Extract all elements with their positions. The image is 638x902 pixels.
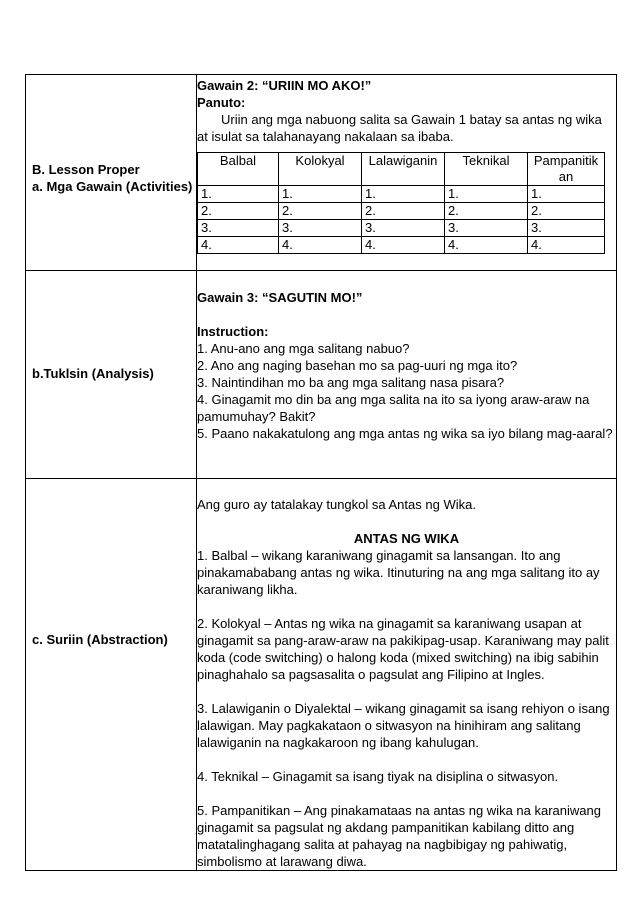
column-header: Pampanitikan [528,153,605,186]
table-cell: 2. [445,203,528,220]
table-cell: 1. [362,186,445,203]
question-item: 2. Ano ang naging basehan mo sa pag-uuri ng mga ito? [197,358,518,373]
row-label-cell [26,479,197,871]
table-cell: 4. [528,237,605,254]
table-cell: 4. [279,237,362,254]
table-cell: 3. [198,220,279,237]
antas-item: 4. Teknikal – Ginagamit sa isang tiyak na disiplina o sitwasyon. [197,769,559,784]
table-cell: 3. [279,220,362,237]
row-abstraction [26,479,617,871]
section-heading: ANTAS NG WIKA [353,531,460,546]
table-cell: 1. [528,186,605,203]
row-analysis [26,271,617,479]
lesson-plan-page [25,74,617,871]
table-cell: 3. [445,220,528,237]
table-cell: 2. [362,203,445,220]
table-cell: 1. [445,186,528,203]
table-cell: 4. [362,237,445,254]
question-item: 4. Ginagamit mo din ba ang mga salita na ito sa iyong araw-araw na pamumuhay? Bakit? [197,392,590,424]
row-content-cell [197,479,617,871]
antas-item: 2. Kolokyal – Antas ng wika na ginagamit sa karaniwang usapan at ginagamit sa pang-araw-araw na pakikipag-usap. Karaniwang may palit koda (code switching) o halong koda (mixed switching) na ibig sabihin pinaghahalo sa pagsasalita o pagsulat ang Filipino at Ingles. [197,616,609,682]
question-item: 1. Anu-ano ang mga salitang nabuo? [197,341,410,356]
row-label: b.Tuklsin (Analysis) [32,366,154,381]
column-header: Teknikal [445,153,528,186]
lesson-plan-table [25,74,617,871]
table-cell: 1. [198,186,279,203]
row-content-cell [197,271,617,479]
antas-item: 1. Balbal – wikang karaniwang ginagamit sa lansangan. Ito ang pinakamababang antas ng wika. Itinuturing na ang mga salitang ito ay karaniwang likha. [197,548,600,597]
table-row [198,237,605,254]
column-header: Kolokyal [279,153,362,186]
table-cell: 2. [279,203,362,220]
row-label-cell [26,271,197,479]
table-cell: 2. [198,203,279,220]
row-label: c. Suriin (Abstraction) [32,632,168,647]
panuto-label: Panuto: [197,95,246,110]
label-line: a. Mga Gawain (Activities) [32,179,193,194]
activity-title: Gawain 3: “SAGUTIN MO!” [197,290,363,305]
table-cell: 3. [528,220,605,237]
intro-text: Ang guro ay tatalakay tungkol sa Antas ng Wika. [197,497,476,512]
question-item: 3. Naintindihan mo ba ang mga salitang nasa pisara? [197,375,505,390]
instruction-label: Instruction: [197,324,269,339]
antas-item: 5. Pampanitikan – Ang pinakamataas na antas ng wika na karaniwang ginagamit sa pagsulat ng akdang pampanitikan kabilang ditto ang matatalinghagang salita at pahayag na nagbibigay ng pahiwatig, simbolismo at larawang diwa. [197,803,601,869]
row-label [32,161,192,195]
table-cell: 4. [198,237,279,254]
table-header-row [198,153,605,186]
table-cell: 3. [362,220,445,237]
row-label-cell [26,75,197,271]
table-row [198,220,605,237]
row-content-cell [197,75,617,271]
question-item: 5. Paano nakakatulong ang mga antas ng wika sa iyo bilang mag-aaral? [197,426,613,441]
column-header: Lalawiganin [362,153,445,186]
table-cell: 2. [528,203,605,220]
table-row [198,186,605,203]
table-cell: 4. [445,237,528,254]
row-lesson-proper [26,75,617,271]
table-cell: 1. [279,186,362,203]
classification-table [197,152,605,254]
panuto-text: Uriin ang mga nabuong salita sa Gawain 1 batay sa antas ng wika at isulat sa talahanayang nakalaan sa ibaba. [197,112,602,144]
table-row [198,203,605,220]
label-line: B. Lesson Proper [32,162,140,177]
activity-title: Gawain 2: “URIIN MO AKO!” [197,78,372,93]
antas-item: 3. Lalawiganin o Diyalektal – wikang ginagamit sa isang rehiyon o isang lalawigan. May pagkakataon o sitwasyon na hinihiram ang salitang lalawiganin na nagkakaroon ng ibang kahulugan. [197,701,610,750]
column-header: Balbal [198,153,279,186]
